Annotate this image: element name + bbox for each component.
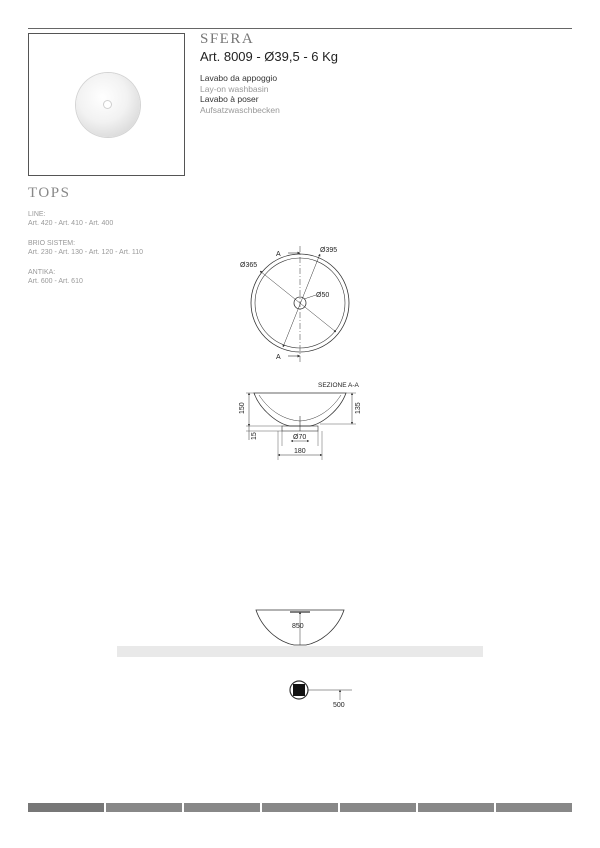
counter-band xyxy=(117,646,483,657)
drain-dia-label: Ø50 xyxy=(316,292,330,299)
drain-symbol xyxy=(290,681,352,700)
drain-dia-leader xyxy=(304,295,316,299)
base-width-label: 180 xyxy=(294,448,306,455)
footer-segment xyxy=(496,803,572,812)
section-marker-bottom: A xyxy=(276,354,281,361)
inner-dia-label: Ø365 xyxy=(240,262,258,269)
section-marker-top: A xyxy=(276,251,281,258)
footer-bar xyxy=(28,803,572,812)
height-inner-label: 135 xyxy=(355,402,362,414)
tops-group-label: BRIO SISTEM: xyxy=(28,240,76,247)
footer-segment xyxy=(184,803,260,812)
footer-segment xyxy=(418,803,494,812)
tops-group-items: Art. 600 - Art. 610 xyxy=(28,278,83,285)
inner-dia-dimension xyxy=(260,271,336,332)
base-height-label: 15 xyxy=(251,432,258,440)
description-de: Aufsatzwaschbecken xyxy=(200,104,280,115)
plan-view xyxy=(251,246,349,362)
tops-group-items: Art. 420 - Art. 410 - Art. 400 xyxy=(28,220,114,227)
drain-symbol-square xyxy=(293,684,305,696)
footer-segment xyxy=(106,803,182,812)
base-dia-label: Ø70 xyxy=(293,434,307,441)
outer-dia-dimension xyxy=(283,254,320,347)
footer-segment xyxy=(340,803,416,812)
tops-group-label: ANTIKA: xyxy=(28,269,56,276)
footer-segment xyxy=(28,803,104,812)
tops-group-label: LINE: xyxy=(28,211,46,218)
product-name: SFERA xyxy=(200,31,255,47)
outer-dia-label: Ø395 xyxy=(320,247,338,254)
description-en: Lay-on washbasin xyxy=(200,83,269,94)
product-article: Art. 8009 - Ø39,5 - 6 Kg xyxy=(200,49,339,64)
counter-height-label: 850 xyxy=(292,623,304,630)
height-total-label: 150 xyxy=(239,402,246,414)
description-it: Lavabo da appoggio xyxy=(200,73,278,83)
footer-segment xyxy=(262,803,338,812)
tops-heading: TOPS xyxy=(28,185,71,201)
description-fr: Lavabo à poser xyxy=(200,94,259,104)
tops-group-items: Art. 230 - Art. 130 - Art. 120 - Art. 110 xyxy=(28,249,144,256)
section-title: SEZIONE A-A xyxy=(318,382,359,389)
drain-height-label: 500 xyxy=(333,702,345,709)
